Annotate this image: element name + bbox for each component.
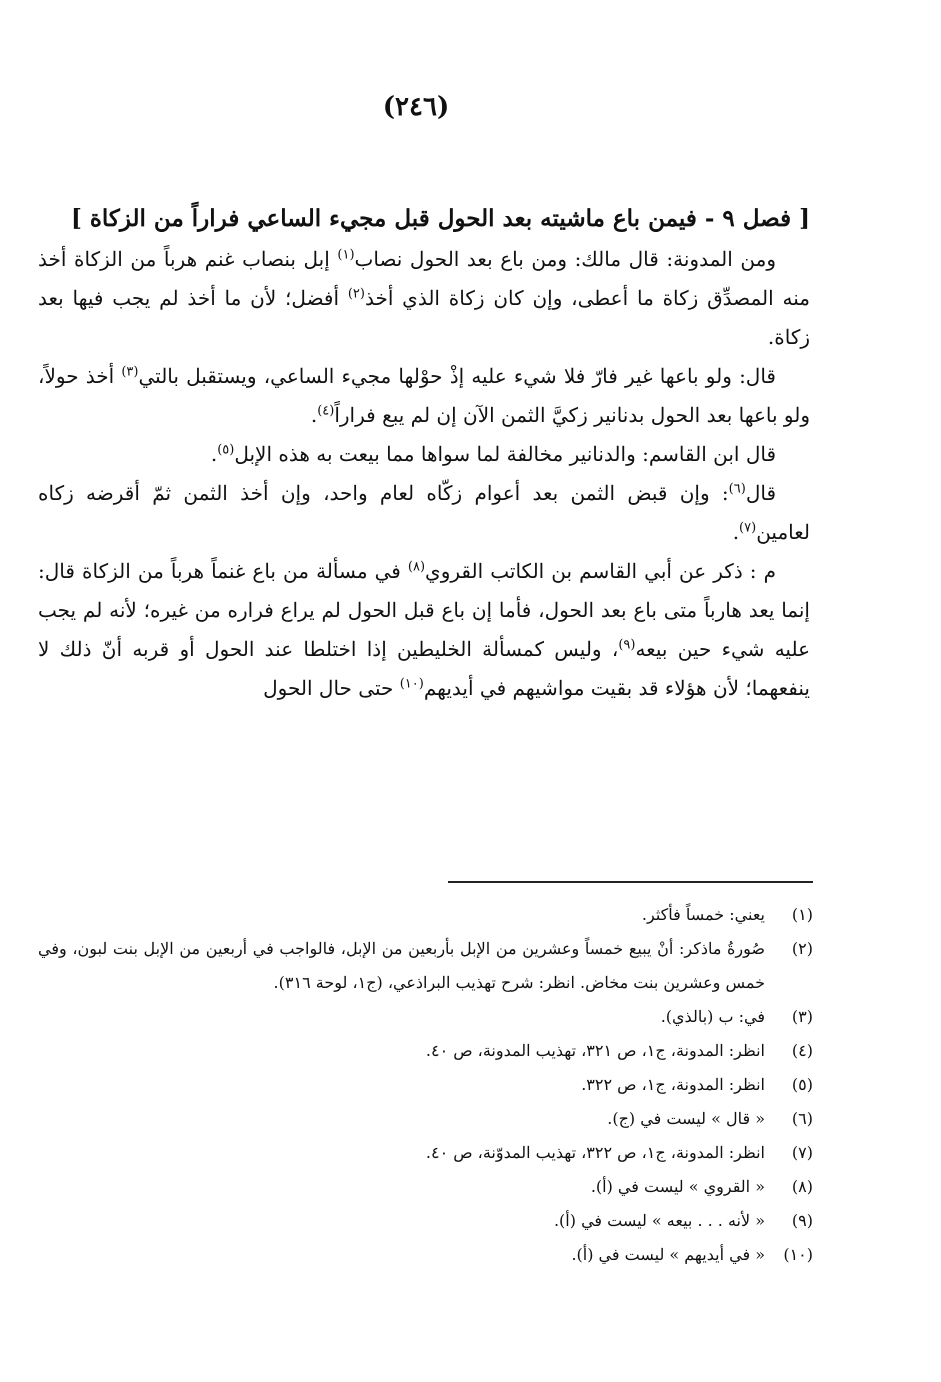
text-segment: أخذ حولاً، ولو باعها بعد الحول بدنانير زكيَّ الثمن الآن إن لم يبع فراراً [38, 364, 810, 427]
footnote-text: « لأنه . . . بيعه » ليست في (أ). [553, 1211, 765, 1230]
text-segment: أفضل؛ لأن ما أخذ لم يجب فيها بعد زكاة. [38, 286, 810, 349]
text-segment: : وإن قبض الثمن بعد أعوام زكّاه لعام واحد، وإن أخذ الثمن ثمّ أقرضه زكاه لعامين [38, 481, 810, 544]
footnote [38, 1170, 813, 1204]
footnote-reference: (١) [337, 247, 355, 263]
footnote [38, 1238, 813, 1272]
footnote-reference: (٨) [407, 559, 426, 575]
text-segment: قال: ولو باعها غير فارّ فلا شيء عليه إذْ حوْلها مجيء الساعي، ويستقبل بالتي [138, 364, 776, 388]
footnote-text: في: ب (بالذي). [660, 1007, 765, 1026]
paragraph-p2 [38, 357, 810, 435]
footnote-text: يعني: خمساً فأكثر. [641, 905, 765, 924]
footnote-text: صُورةُ ماذكر: أنْ يبيع خمساً وعشرين من الإبل بأربعين من الإبل، فالواجب في أربعين من الإبل بنت لبون، وفي خمس وعشرين بنت مخاض. انظر: شرح تهذيب البراذعي، (ج١، لوحة ٣١٦). [38, 939, 765, 992]
footnote-number: (٤) [791, 1041, 813, 1060]
paragraph-list [38, 240, 810, 708]
footnote-separator [448, 881, 813, 883]
footnote-number: (٣) [791, 1007, 813, 1026]
footnote-text: انظر: المدونة، ج١، ص ٣٢١، تهذيب المدونة، ص ٤٠. [425, 1041, 765, 1060]
footnote-reference: (٤) [317, 403, 335, 419]
text-segment: . [210, 442, 218, 466]
footnote-number: (٩) [791, 1211, 813, 1230]
footnote-text: « قال » ليست في (ج). [607, 1109, 765, 1128]
text-segment: حتى حال الحول [263, 676, 400, 700]
footnote-text: انظر: المدونة، ج١، ص ٣٢٢، تهذيب المدوّنة، ص ٤٠. [425, 1143, 765, 1162]
text-segment: إبل بنصاب غنم هرباً من الزكاة أخذ منه المصدِّق زكاة ما أعطى، وإن كان زكاة الذي أخذ [38, 247, 810, 310]
footnote [38, 1136, 813, 1170]
text-segment: في مسألة من باع غنماً هرباً من الزكاة قال: إنما يعد هارباً متى باع بعد الحول، فأما إن باع قبل الحول لم يراع فراره من غيره؛ لأنه لم يجب عليه شيء حين بيعه [38, 559, 811, 661]
footnote-reference: (٧) [739, 520, 757, 536]
footnote-reference: (٩) [618, 637, 636, 653]
paragraph-p5 [38, 552, 810, 708]
paragraph-p4 [38, 474, 810, 552]
footnote-reference: (٥) [217, 442, 235, 458]
main-text [38, 198, 810, 708]
footnote-number: (٨) [791, 1177, 813, 1196]
text-segment: قال [745, 481, 776, 505]
footnote-text: « في أيديهم » ليست في (أ). [571, 1245, 765, 1264]
paragraph-p3 [38, 435, 810, 474]
text-segment: ، وليس كمسألة الخليطين إذا اختلطا عند الحول أو قربه أنّ ذلك لا ينفعهما؛ لأن هؤلاء قد بقيت مواشيهم في أيديهم [38, 637, 810, 700]
footnote [38, 1204, 813, 1238]
footnote [38, 1000, 813, 1034]
footnote-text: « القروي » ليست في (أ). [590, 1177, 765, 1196]
paragraph-p1 [38, 240, 810, 357]
text-segment: م : ذكر عن أبي القاسم بن الكاتب القروي [425, 559, 776, 583]
footnote-number: (٧) [791, 1143, 813, 1162]
footnote [38, 898, 813, 932]
footnote [38, 932, 813, 1000]
footnote-text: انظر: المدونة، ج١، ص ٣٢٢. [581, 1075, 765, 1094]
footnote-number: (٦) [791, 1109, 813, 1128]
text-segment: . [732, 520, 740, 544]
text-segment: . [310, 403, 318, 427]
footnote [38, 1068, 813, 1102]
footnote-reference: (١٠) [399, 676, 424, 692]
footnote-number: (١٠) [783, 1245, 813, 1264]
footnote-reference: (٦) [728, 481, 746, 497]
chapter-heading: [ فصل ٩ - فيمن باع ماشيته بعد الحول قبل مجيء الساعي فراراً من الزكاة ] [70, 205, 810, 232]
footnote-reference: (٣) [121, 364, 139, 380]
footnote [38, 1102, 813, 1136]
page-number: (٢٤٦) [382, 92, 450, 122]
footnote-reference: (٢) [347, 286, 365, 302]
text-segment: قال ابن القاسم: والدنانير مخالفة لما سواها مما بيعت به هذه الإبل [234, 442, 776, 466]
footnote-number: (٢) [791, 939, 813, 958]
footnote-number: (١) [791, 905, 813, 924]
footnotes [38, 898, 813, 1272]
footnote-number: (٥) [791, 1075, 813, 1094]
text-segment: ومن المدونة: قال مالك: ومن باع بعد الحول نصاب [354, 247, 776, 271]
footnote [38, 1034, 813, 1068]
